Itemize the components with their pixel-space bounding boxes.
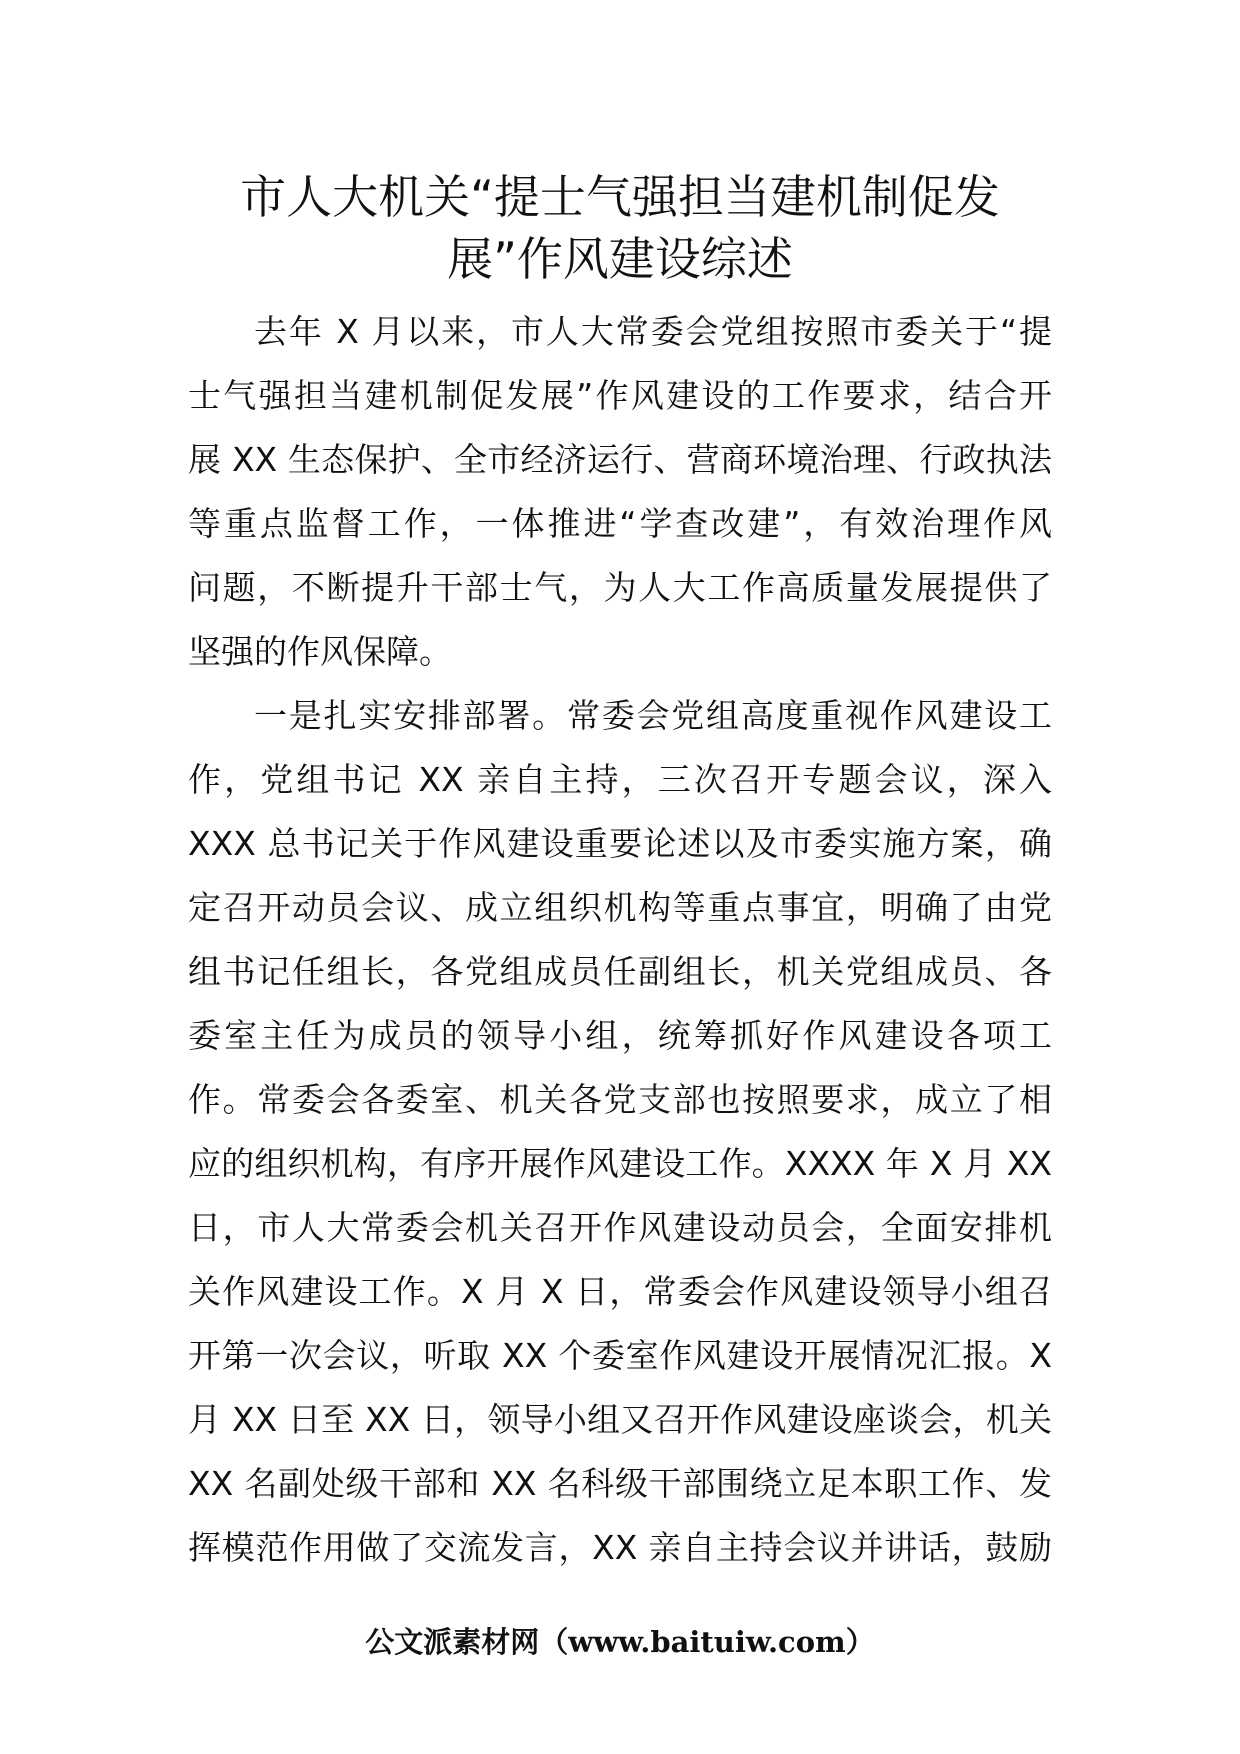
paragraph-line: 关作风建设工作。X 月 X 日，常委会作风建设领导小组召 [188,1272,1052,1311]
paragraph-line: XX 名副处级干部和 XX 名科级干部围绕立足本职工作、发 [188,1464,1052,1503]
paragraph-line: 应的组织机构，有序开展作风建设工作。XXXX 年 X 月 XX [188,1144,1052,1183]
paragraph-line: 士气强担当建机制促发展”作风建设的工作要求，结合开 [188,376,1052,415]
paragraph-line: 展 XX 生态保护、全市经济运行、营商环境治理、行政执法 [188,440,1052,479]
paragraph-line: 问题，不断提升干部士气，为人大工作高质量发展提供了 [188,568,1052,607]
document-body [188,300,1052,1580]
paragraph-line: 一是扎实安排部署。常委会党组高度重视作风建设工 [254,696,1052,735]
paragraph-line: XXX 总书记关于作风建设重要论述以及市委实施方案，确 [188,824,1052,863]
footer-watermark: 公文派素材网（www.baituiw.com） [365,1625,875,1659]
paragraph-line: 作。常委会各委室、机关各党支部也按照要求，成立了相 [188,1080,1052,1119]
title-line: 市人大机关“提士气强担当建机制促发 [240,170,1000,224]
paragraph-line: 去年 X 月以来，市人大常委会党组按照市委关于“提 [254,312,1052,351]
paragraph-line: 月 XX 日至 XX 日，领导小组又召开作风建设座谈会，机关 [188,1400,1052,1439]
paragraph-line: 挥模范作用做了交流发言，XX 亲自主持会议并讲话，鼓励 [188,1528,1052,1567]
paragraph-line: 组书记任组长，各党组成员任副组长，机关党组成员、各 [188,952,1052,991]
paragraph-line: 委室主任为成员的领导小组，统筹抓好作风建设各项工 [188,1016,1052,1055]
paragraph-line: 作，党组书记 XX 亲自主持，三次召开专题会议，深入 [188,760,1052,799]
document-title [150,166,1090,290]
paragraph-intro [188,300,1052,684]
paragraph-line: 日，市人大常委会机关召开作风建设动员会，全面安排机 [188,1208,1052,1247]
paragraph-line: 等重点监督工作，一体推进“学查改建”，有效治理作风 [188,504,1052,543]
title-line: 展”作风建设综述 [447,232,793,286]
paragraph-line: 定召开动员会议、成立组织机构等重点事宜，明确了由党 [188,888,1052,927]
paragraph-deployment [188,684,1052,1580]
paragraph-line: 坚强的作风保障。 [188,632,452,671]
paragraph-line: 开第一次会议，听取 XX 个委室作风建设开展情况汇报。X [188,1336,1052,1375]
